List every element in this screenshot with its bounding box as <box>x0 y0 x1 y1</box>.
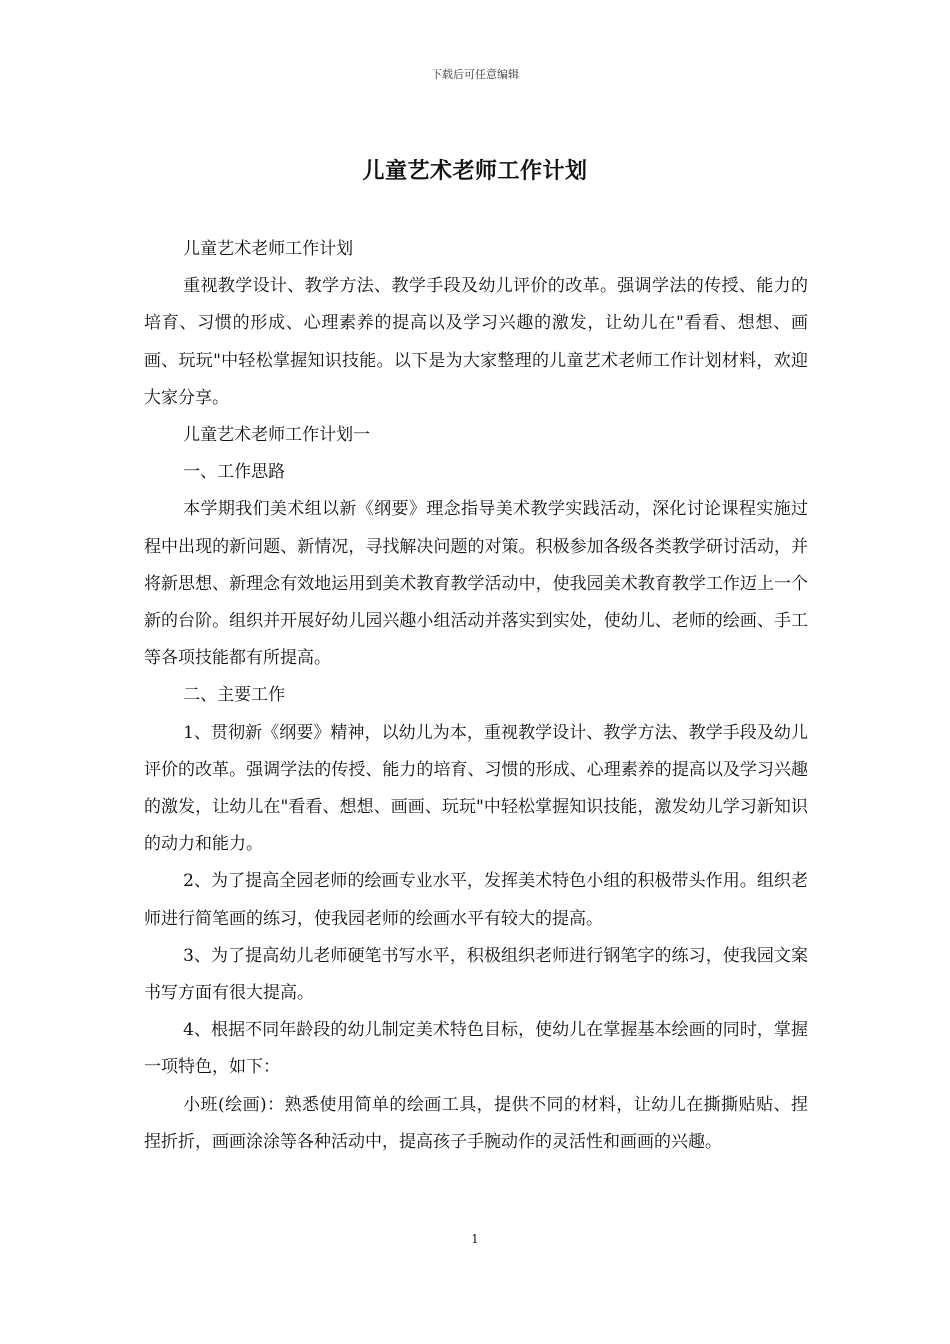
paragraph-work-ideas: 本学期我们美术组以新《纲要》理念指导美术教学实践活动，深化讨论课程实施过程中出现的新问题、新情况，寻找解决问题的对策。积极参加各级各类教学研讨活动，并将新思想、新理念有效地运用到美术教育教学活动中，使我园美术教育教学工作迈上一个新的台阶。组织并开展好幼儿园兴趣小组活动并落实到实处，使幼儿、老师的绘画、手工等各项技能都有所提高。 <box>144 499 808 669</box>
header-note: 下载后可任意编辑 <box>431 68 519 81</box>
paragraph-item-1: 1、贯彻新《纲要》精神，以幼儿为本，重视教学设计、教学方法、教学手段及幼儿评价的改革。强调学法的传授、能力的培育、习惯的形成、心理素养的提高以及学习兴趣的激发，让幼儿在"看看、想想、画画、玩玩"中轻松掌握知识技能，激发幼儿学习新知识的动力和能力。 <box>144 722 808 855</box>
paragraph-small-class: 小班(绘画)：熟悉使用简单的绘画工具，提供不同的材料，让幼儿在撕撕贴贴、捏捏折折，画画涂涂等各种活动中，提高孩子手腕动作的灵活性和画画的兴趣。 <box>144 1094 808 1152</box>
paragraph-intro: 重视教学设计、教学方法、教学手段及幼儿评价的改革。强调学法的传授、能力的培育、习惯的形成、心理素养的提高以及学习兴趣的激发，让幼儿在"看看、想想、画画、玩玩"中轻松掌握知识技能。以下是为大家整理的儿童艺术老师工作计划材料，欢迎大家分享。 <box>144 276 808 408</box>
paragraph-item-2: 2、为了提高全园老师的绘画专业水平，发挥美术特色小组的积极带头作用。组织老师进行简笔画的练习，使我园老师的绘画水平有较大的提高。 <box>144 871 808 929</box>
document-body <box>144 231 808 1161</box>
paragraph-item-3: 3、为了提高幼儿老师硬笔书写水平，积极组织老师进行钢笔字的练习，使我园文案书写方面有很大提高。 <box>144 945 808 1004</box>
page-number: 1 <box>471 1232 479 1246</box>
section-heading-main-work: 二、主要工作 <box>183 685 286 706</box>
document-title: 儿童艺术老师工作计划 <box>362 158 588 184</box>
paragraph-plan-heading: 儿童艺术老师工作计划一 <box>183 425 371 446</box>
paragraph-item-4: 4、根据不同年龄段的幼儿制定美术特色目标，使幼儿在掌握基本绘画的同时，掌握一项特色，如下： <box>144 1020 808 1078</box>
paragraph-subtitle: 儿童艺术老师工作计划 <box>183 239 354 259</box>
section-heading-work-ideas: 一、工作思路 <box>183 462 286 483</box>
